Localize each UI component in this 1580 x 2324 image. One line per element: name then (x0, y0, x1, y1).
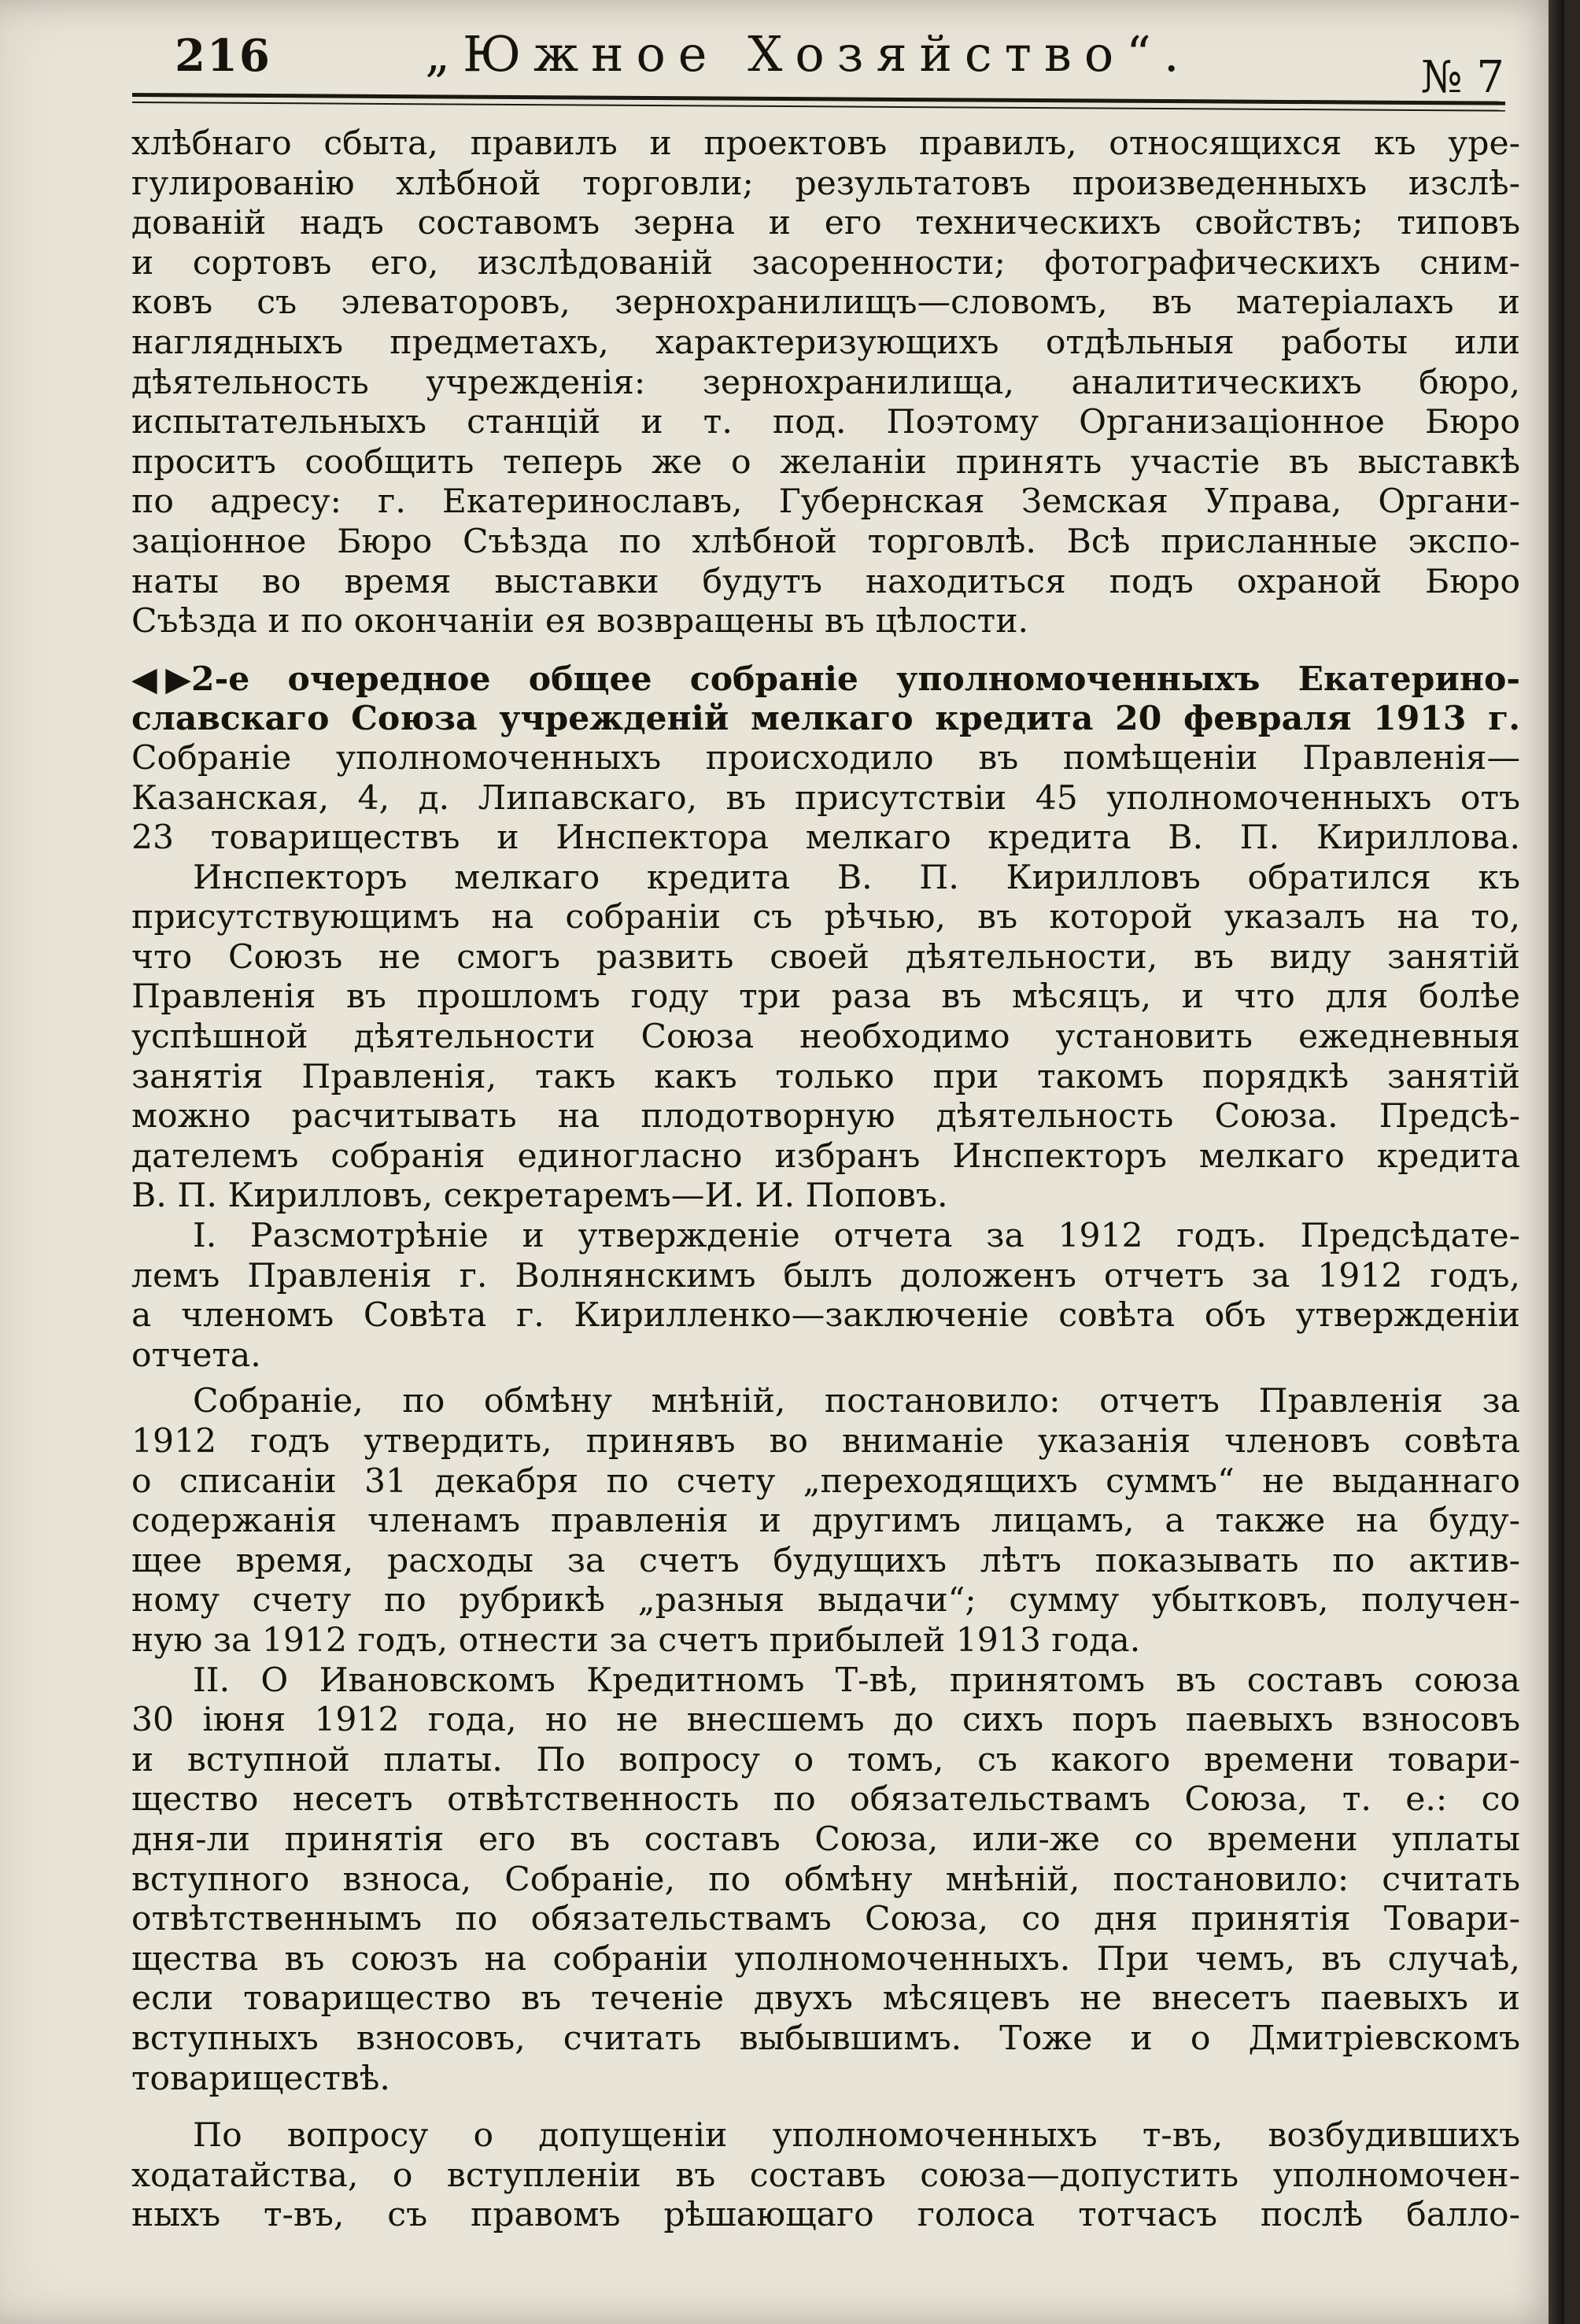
text-line: Казанская, 4, д. Липавскаго, въ присутствіи 45 уполномоченныхъ отъ (131, 778, 1520, 818)
text-line: По вопросу о допущеніи уполномоченныхъ т-въ, возбудившихъ (193, 2116, 1520, 2156)
journal-title: „Южное Хозяйство“. (425, 25, 1192, 83)
spacer (131, 2099, 1520, 2116)
text-line: успѣшной дѣятельности Союза необходимо установить ежедневныя (131, 1018, 1520, 1057)
text-line: отвѣтственнымъ по обязательствамъ Союза, со дня принятія Товари- (131, 1900, 1520, 1939)
spacer (131, 642, 1520, 660)
text-line: испытательныхъ станцій и т. под. Поэтому Организаціонное Бюро (131, 403, 1520, 442)
text-line: дованій надъ составомъ зерна и его техническихъ свойствъ; типовъ (131, 204, 1520, 243)
text-line: заціонное Бюро Съѣзда по хлѣбной торговлѣ. Всѣ присланные экспо- (131, 522, 1520, 561)
text-line: щество несетъ отвѣтственность по обязательствамъ Союза, т. е.: со (131, 1780, 1520, 1820)
text-line: 1912 годъ утвердить, принявъ во вниманіе указанія членовъ совѣта (131, 1422, 1520, 1461)
text-line: наглядныхъ предметахъ, характеризующихъ отдѣльныя работы или (131, 323, 1520, 362)
text-line: и вступной платы. По вопросу о томъ, съ какого времени товари- (131, 1740, 1520, 1779)
heading-text: 2-е очередное общее собраніе уполномоченныхъ Екатерино- (191, 659, 1520, 699)
text-line: содержанія членамъ правленія и другимъ лицамъ, а также на буду- (131, 1502, 1520, 1541)
running-header (175, 22, 1504, 103)
text-line: о списаніи 31 декабря по счету „переходящихъ суммъ“ не выданнаго (131, 1461, 1520, 1501)
item-2-paragraph (131, 1661, 1520, 2100)
text-line: щее время, расходы за счетъ будущихъ лѣтъ показывать по актив- (131, 1541, 1520, 1580)
text-line: Съѣзда и по окончаніи ея возвращены въ цѣлости. (131, 602, 1029, 641)
text-line: Собраніе уполномоченныхъ происходило въ помѣщеніи Правленія— (131, 738, 1520, 778)
text-line: ходатайства, о вступленіи въ составъ союза—допустить уполномочен- (131, 2156, 1520, 2195)
page-edge-shadow (1549, 0, 1564, 2324)
text-line: дателемъ собранія единогласно избранъ Инспекторъ мелкаго кредита (131, 1136, 1520, 1176)
text-line: ныхъ т-въ, съ правомъ рѣшающаго голоса тотчасъ послѣ балло- (131, 2196, 1520, 2235)
text-line: хлѣбнаго сбыта, правилъ и проектовъ правилъ, относящихся къ уре- (131, 124, 1520, 163)
heading-line: славскаго Союза учрежденій мелкаго кредита 20 февраля 1913 г. (131, 699, 1520, 739)
text-line: лемъ Правленія г. Волнянскимъ былъ доложенъ отчетъ за 1912 годъ, (131, 1256, 1520, 1295)
text-line: В. П. Кирилловъ, секретаремъ—И. И. Поповъ. (131, 1177, 948, 1216)
text-line: если товарищество въ теченіе двухъ мѣсяцевъ не внесетъ паевыхъ и (131, 1979, 1520, 2019)
section-heading (131, 660, 1520, 739)
text-line: 30 іюня 1912 года, но не внесшемъ до сихъ поръ паевыхъ взносовъ (131, 1701, 1520, 1740)
text-line: гулированію хлѣбной торговли; результатовъ произведенныхъ изслѣ- (131, 164, 1520, 203)
text-line: отчета. (131, 1336, 261, 1375)
text-line: ному счету по рубрикѣ „разныя выдачи“; сумму убытковъ, получен- (131, 1581, 1520, 1620)
text-line: что Союзъ не смогъ развить своей дѣятельности, въ виду занятій (131, 937, 1520, 977)
text-line: а членомъ Совѣта г. Кирилленко—заключеніе совѣта объ утвержденіи (131, 1296, 1520, 1336)
text-line: и сортовъ его, изслѣдованій засоренности; фотографическихъ сним- (131, 243, 1520, 283)
inspector-paragraph (131, 859, 1520, 1217)
text-line: наты во время выставки будутъ находиться подъ охраной Бюро (131, 562, 1520, 601)
text-line: Собраніе, по обмѣну мнѣній, постановило: отчетъ Правленія за (193, 1382, 1520, 1421)
text-line: ковъ съ элеваторовъ, зернохранилищъ—словомъ, въ матеріалахъ и (131, 283, 1520, 323)
text-line: вступныхъ взносовъ, считать выбывшимъ. Тоже и о Дмитріевскомъ (131, 2019, 1520, 2058)
page-number: 216 (175, 30, 271, 82)
bullet-icon: ◀▶ (131, 659, 191, 699)
text-line: Инспекторъ мелкаго кредита В. П. Кирилловъ обратился къ (193, 858, 1520, 897)
spacer (131, 1376, 1520, 1382)
text-line: Правленія въ прошломъ году три раза въ мѣсяцъ, и что для болѣе (131, 977, 1520, 1017)
text-line: присутствующимъ на собраніи съ рѣчью, въ которой указалъ на то, (131, 898, 1520, 937)
text-line: дѣятельность учрежденія: зернохранилища, аналитическихъ бюро, (131, 363, 1520, 402)
issue-number: № 7 (1420, 52, 1504, 103)
text-line: щества въ союзъ на собраніи уполномоченныхъ. При чемъ, въ случаѣ, (131, 1939, 1520, 1979)
text-line: товариществѣ. (131, 2059, 390, 2098)
text-line: по адресу: г. Екатеринославъ, Губернская Земская Управа, Органи- (131, 482, 1520, 522)
text-line: ную за 1912 годъ, отнести за счетъ прибылей 1913 года. (131, 1620, 1141, 1660)
text-line: 23 товариществъ и Инспектора мелкаго кредита В. П. Кириллова. (131, 818, 1520, 858)
text-line: дня-ли принятія его въ составъ Союза, или-же со времени уплаты (131, 1820, 1520, 1859)
text-line: проситъ сообщить теперь же о желаніи принять участіе въ выставкѣ (131, 442, 1520, 482)
exhibition-paragraph (131, 124, 1520, 642)
text-line: занятія Правленія, такъ какъ только при такомъ порядкѣ занятій (131, 1057, 1520, 1096)
article-body (131, 124, 1520, 2236)
item-1-paragraph (131, 1217, 1520, 1376)
heading-line (131, 660, 1520, 700)
intro-paragraph (131, 739, 1520, 859)
text-line: II. О Ивановскомъ Кредитномъ Т-вѣ, принятомъ въ составъ союза (193, 1661, 1520, 1700)
text-line: I. Разсмотрѣніе и утвержденіе отчета за 1912 годъ. Предсѣдате- (193, 1217, 1520, 1256)
text-line: вступного взноса, Собраніе, по обмѣну мнѣній, постановило: считать (131, 1860, 1520, 1899)
resolution-paragraph (131, 1382, 1520, 1661)
text-line: можно расчитывать на плодотворную дѣятельность Союза. Предсѣ- (131, 1097, 1520, 1136)
admission-paragraph (131, 2116, 1520, 2236)
